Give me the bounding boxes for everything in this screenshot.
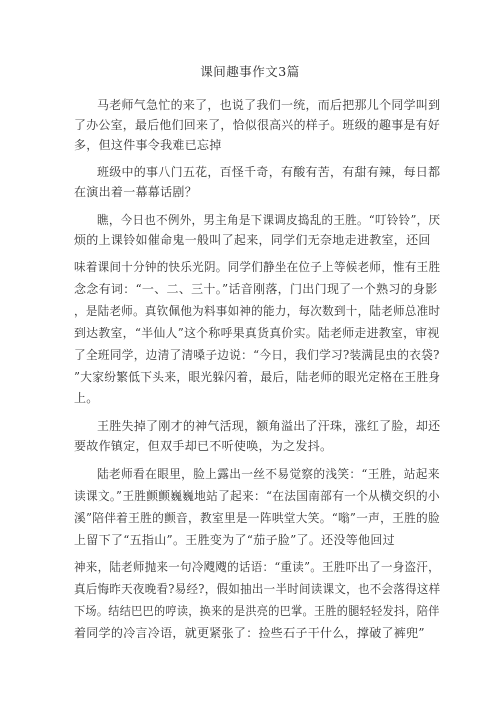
paragraph-line: 马老师气急忙的来了，也说了我们一统，而后把那儿个同学叫到 (97, 98, 441, 112)
paragraph-line: 烦的上课铃如催命鬼一般叫了起来，同学们无奈地走进教室，还回 (74, 233, 431, 247)
paragraph-line: 瞧，今日也不例外，男主角是下课调皮捣乱的王胜。“叮铃铃”，厌 (97, 213, 441, 227)
paragraph-line: 真后悔昨天夜晚看?易经?，假如抽出一半时间读课文，也不会落得这样 (74, 582, 441, 596)
paragraph-line: 了办公室，最后他们回来了，恰似很高兴的样子。班级的趣事是有好 (74, 118, 441, 132)
paragraph-line: 在演出着一幕幕话剧？ (74, 185, 198, 199)
paragraph-line: 念念有词：“一、二、三十。”话音刚落，门出门现了一个熟习的身影 (74, 282, 438, 296)
paragraph-line: 溪”陪伴着王胜的颤音，教室里是一阵哄堂大笑。“嗡”一声，王胜的脸 (74, 511, 441, 525)
paragraph-line: 了全班同学，边清了清嗓子边说：“今日，我们学习?装满昆虫的衣袋? (74, 348, 440, 362)
paragraph-line: 神来，陆老师抛来一句冷飕飕的话语：“重读”。王胜吓出了一身盗汗， (74, 560, 440, 574)
paragraph-line: 多，但这件事令我难已忘掉 (74, 138, 222, 152)
document-title: 课间趣事作文3篇 (200, 64, 300, 79)
paragraph-line: 陆老师看在眼里，脸上露出一丝不易觉察的浅笑：“王胜，站起来 (97, 467, 440, 481)
paragraph-line: 王胜失掉了刚才的神气活现，额角溢出了汗珠，涨红了脸，却还 (97, 419, 441, 433)
paragraph-line: ”大家纷繁低下头来，眼光躲闪着，最后，陆老师的眼光定格在王胜身 (74, 370, 441, 384)
paragraph-line: 读课文。”王胜颤颤巍巍地站了起来：“在法国南部有一个从横交织的小 (74, 489, 440, 503)
paragraph-line: ，是陆老师。真钦佩他为料事如神的能力，每次数到十，陆老师总准时 (74, 304, 441, 318)
paragraph-line: 到达教室，“半仙人”这个称呼果真货真价实。陆老师走进教室，审视 (74, 326, 440, 340)
paragraph-line: 上留下了“五指山”。王胜变为了“茄子脸”了。还没等他回过 (74, 533, 395, 547)
paragraph-line: 下场。结结巴巴的哼读，换来的是洪亮的巴掌。王胜的腿轻轻发抖，陪伴 (74, 604, 440, 618)
paragraph-line: 要故作镇定，但双手却已不听使唤，为之发抖。 (74, 439, 333, 453)
paragraph-line: 着同学的冷言冷语，就更紧张了：捡些石子干什么，撑破了裤兜” (74, 626, 425, 640)
paragraph-line: 上。 (74, 391, 99, 405)
paragraph-line: 味着课间十分钟的快乐光阴。同学们静坐在位子上等候老师，惟有王胜 (74, 260, 441, 274)
paragraph-line: 班级中的事八门五花，百怪千奇，有酸有苦，有甜有辣，每日都 (97, 165, 441, 179)
